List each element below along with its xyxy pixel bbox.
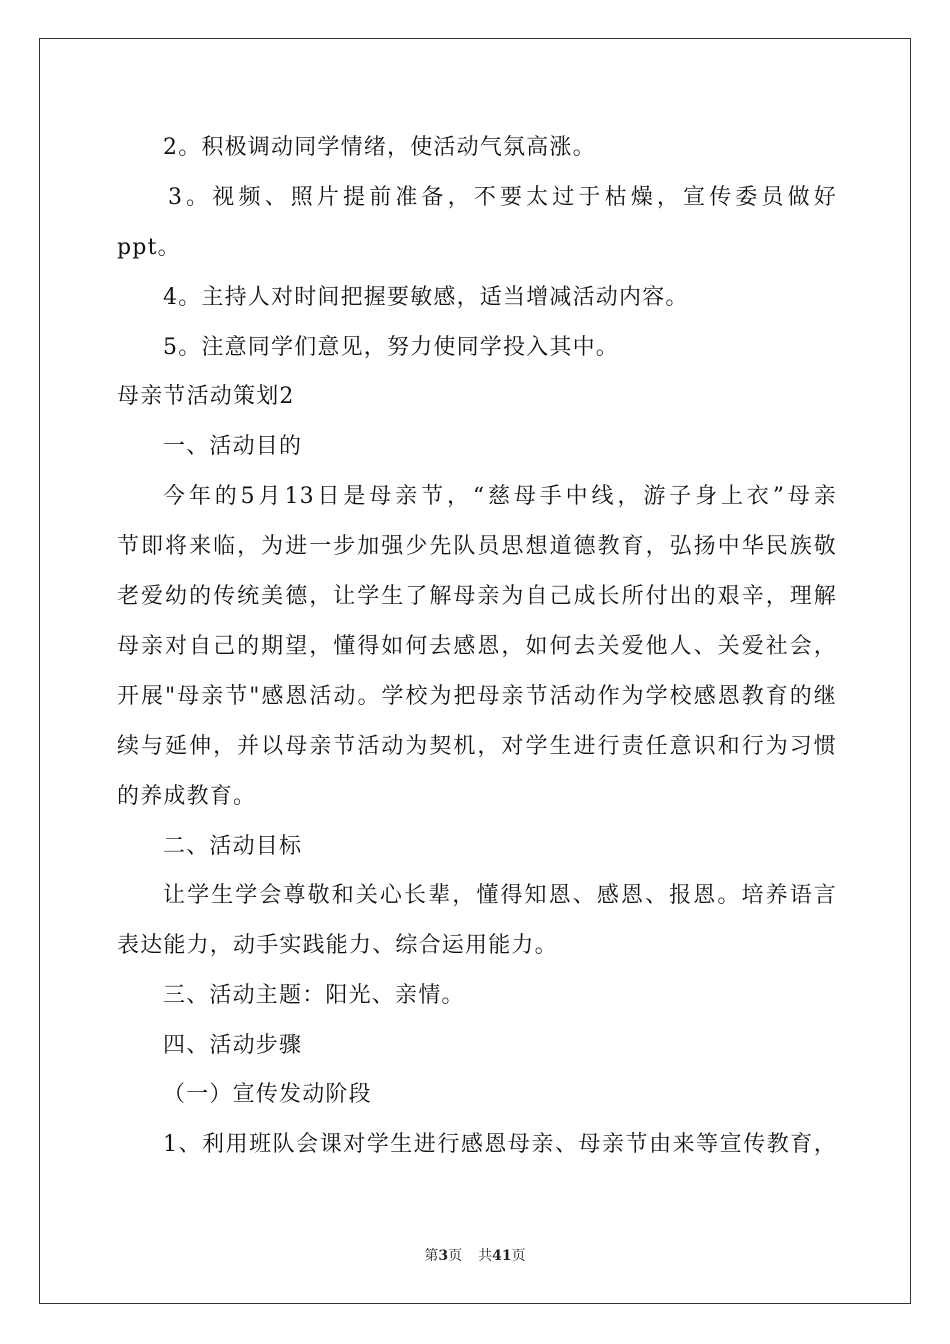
page-footer [0,1246,950,1266]
page-suffix: 页 [448,1248,463,1264]
paragraph-line: 2。积极调动同学情绪，使活动气氛高涨。 [163,135,596,160]
paragraph-line: 表达能力，动手实践能力、综合运用能力。 [117,933,558,958]
paragraph-line: 4。主持人对时间把握要敏感，适当增减活动内容。 [163,285,689,310]
paragraph-line: 续与延伸，并以母亲节活动为契机，对学生进行责任意识和行为习惯 [117,734,837,759]
subsection-heading: 二、活动目标 [163,834,303,859]
paragraph-line: 3。视频、照片提前准备，不要太过于枯燥，宣传委员做好 [168,185,837,210]
subsection-heading: 四、活动步骤 [163,1033,303,1058]
paragraph-line: 的养成教育。 [117,784,257,809]
paragraph-line: 5。注意同学们意见，努力使同学投入其中。 [163,335,619,360]
page-border [39,38,911,1304]
paragraph-line: ppt。 [117,235,181,260]
paragraph-line: 让学生学会尊敬和关心长辈，懂得知恩、感恩、报恩。培养语言 [163,883,837,908]
paragraph-line: 今年的5月13日是母亲节，“慈母手中线，游子身上衣”母亲 [163,484,837,509]
total-suffix: 页 [511,1248,526,1264]
subsection-heading: 一、活动目的 [163,434,303,459]
total-pages: 41 [492,1248,512,1264]
page-number: 3 [438,1248,449,1264]
subsection-heading: （一）宣传发动阶段 [163,1082,372,1107]
page-prefix: 第 [424,1248,439,1264]
subsection-heading: 三、活动主题：阳光、亲情。 [163,983,465,1008]
paragraph-line: 母亲对自己的期望，懂得如何去感恩，如何去关爱他人、关爱社会， [117,634,837,659]
total-prefix: 共 [478,1248,493,1264]
paragraph-line: 节即将来临，为进一步加强少先队员思想道德教育，弘扬中华民族敬 [117,534,837,559]
paragraph-line: 1、利用班队会课对学生进行感恩母亲、母亲节由来等宣传教育， [163,1132,837,1157]
section-heading: 母亲节活动策划2 [117,384,295,409]
paragraph-line: 老爱幼的传统美德，让学生了解母亲为自己成长所付出的艰辛，理解 [117,584,837,609]
paragraph-line: 开展"母亲节"感恩活动。学校为把母亲节活动作为学校感恩教育的继 [117,684,837,709]
